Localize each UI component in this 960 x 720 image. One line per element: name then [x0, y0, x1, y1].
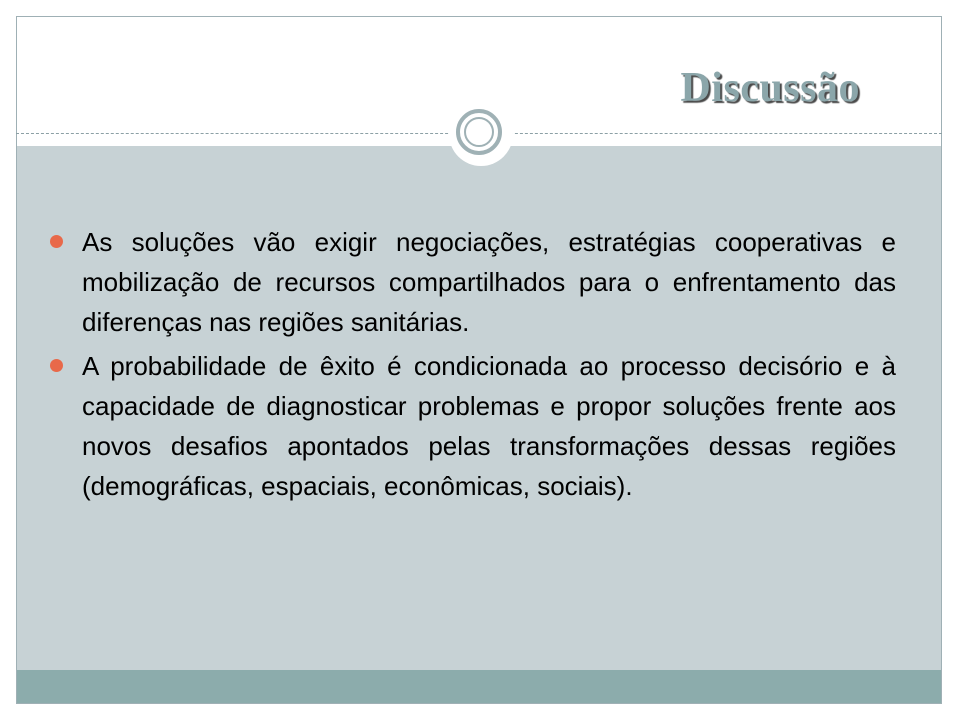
footer-band: [17, 670, 941, 703]
bullet-dot-icon: [50, 359, 63, 372]
bullet-list: [50, 222, 896, 510]
bullet-dot-icon: [50, 235, 63, 248]
bullet-text: A probabilidade de êxito é condicionada ao processo decisório e à capacidade de diagnosticar problemas e propor soluções frente aos novos desafios apontados pelas transformações dessas regiões (demográficas, espaciais, econômicas, sociais).: [82, 351, 896, 501]
bullet-item: [50, 346, 896, 506]
slide-title: Discussão: [680, 65, 860, 111]
bullet-text: As soluções vão exigir negociações, estratégias cooperativas e mobilização de recursos compartilhados para o enfrentamento das diferenças nas regiões sanitárias.: [82, 227, 896, 337]
bullet-item: [50, 222, 896, 342]
ring-ornament-inner: [464, 117, 494, 147]
